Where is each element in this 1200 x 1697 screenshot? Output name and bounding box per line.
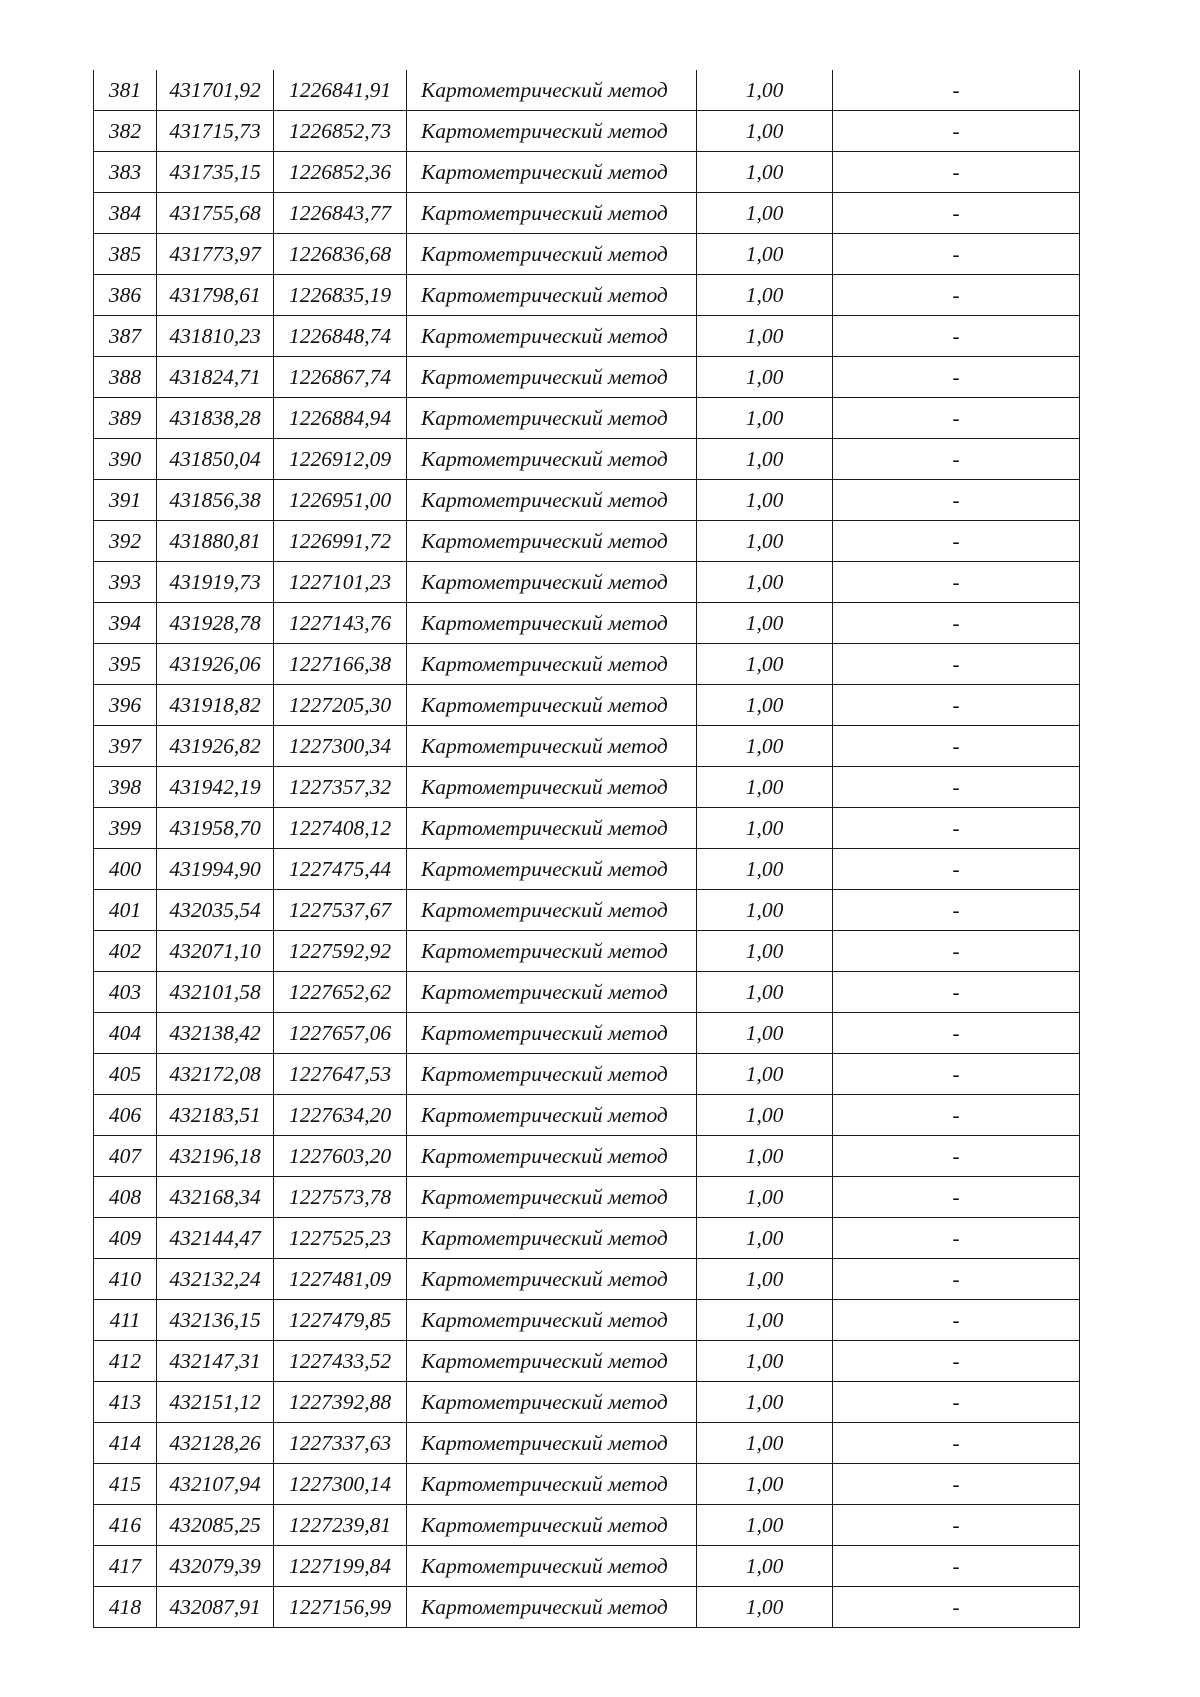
point-number-cell: 387: [94, 316, 157, 357]
point-number-cell: 418: [94, 1587, 157, 1628]
coordinate-y-cell: 1227652,62: [274, 972, 407, 1013]
point-number-cell: 412: [94, 1341, 157, 1382]
coordinate-y-cell: 1227408,12: [274, 808, 407, 849]
coordinate-y-cell: 1227525,23: [274, 1218, 407, 1259]
table-row: [94, 1505, 1080, 1546]
description-cell: -: [833, 1382, 1080, 1423]
table-row: [94, 234, 1080, 275]
coordinates-table: [93, 70, 1080, 1628]
method-cell: Картометрический метод: [407, 275, 697, 316]
coordinate-x-cell: 432151,12: [157, 1382, 274, 1423]
coordinate-y-cell: 1227657,06: [274, 1013, 407, 1054]
method-cell: Картометрический метод: [407, 1177, 697, 1218]
description-cell: -: [833, 1341, 1080, 1382]
method-cell: Картометрический метод: [407, 849, 697, 890]
table-row: [94, 1054, 1080, 1095]
coordinate-x-cell: 432172,08: [157, 1054, 274, 1095]
method-cell: Картометрический метод: [407, 1218, 697, 1259]
description-cell: -: [833, 1546, 1080, 1587]
point-number-cell: 401: [94, 890, 157, 931]
description-cell: -: [833, 1095, 1080, 1136]
method-cell: Картометрический метод: [407, 1013, 697, 1054]
coordinate-y-cell: 1227357,32: [274, 767, 407, 808]
accuracy-cell: 1,00: [697, 603, 833, 644]
table-row: [94, 767, 1080, 808]
coordinate-y-cell: 1226841,91: [274, 70, 407, 111]
coordinate-x-cell: 432035,54: [157, 890, 274, 931]
coordinate-x-cell: 431850,04: [157, 439, 274, 480]
coordinate-x-cell: 432085,25: [157, 1505, 274, 1546]
point-number-cell: 382: [94, 111, 157, 152]
description-cell: -: [833, 521, 1080, 562]
table-row: [94, 562, 1080, 603]
accuracy-cell: 1,00: [697, 1136, 833, 1177]
coordinates-table-body: [94, 70, 1080, 1628]
point-number-cell: 388: [94, 357, 157, 398]
coordinate-y-cell: 1227592,92: [274, 931, 407, 972]
method-cell: Картометрический метод: [407, 726, 697, 767]
coordinate-y-cell: 1226991,72: [274, 521, 407, 562]
method-cell: Картометрический метод: [407, 562, 697, 603]
description-cell: -: [833, 890, 1080, 931]
coordinate-x-cell: 431928,78: [157, 603, 274, 644]
description-cell: -: [833, 1423, 1080, 1464]
description-cell: -: [833, 972, 1080, 1013]
coordinate-y-cell: 1227101,23: [274, 562, 407, 603]
coordinate-y-cell: 1227300,14: [274, 1464, 407, 1505]
table-row: [94, 1177, 1080, 1218]
description-cell: -: [833, 316, 1080, 357]
coordinate-x-cell: 431926,82: [157, 726, 274, 767]
table-row: [94, 685, 1080, 726]
table-row: [94, 644, 1080, 685]
coordinate-y-cell: 1226912,09: [274, 439, 407, 480]
method-cell: Картометрический метод: [407, 1054, 697, 1095]
method-cell: Картометрический метод: [407, 357, 697, 398]
description-cell: -: [833, 234, 1080, 275]
accuracy-cell: 1,00: [697, 357, 833, 398]
method-cell: Картометрический метод: [407, 931, 697, 972]
coordinate-y-cell: 1226848,74: [274, 316, 407, 357]
point-number-cell: 399: [94, 808, 157, 849]
method-cell: Картометрический метод: [407, 644, 697, 685]
description-cell: -: [833, 1136, 1080, 1177]
point-number-cell: 384: [94, 193, 157, 234]
coordinate-x-cell: 431942,19: [157, 767, 274, 808]
accuracy-cell: 1,00: [697, 1587, 833, 1628]
table-row: [94, 152, 1080, 193]
coordinate-x-cell: 431798,61: [157, 275, 274, 316]
table-row: [94, 111, 1080, 152]
coordinate-x-cell: 431918,82: [157, 685, 274, 726]
coordinate-y-cell: 1227205,30: [274, 685, 407, 726]
table-row: [94, 275, 1080, 316]
accuracy-cell: 1,00: [697, 1341, 833, 1382]
accuracy-cell: 1,00: [697, 1300, 833, 1341]
coordinate-y-cell: 1227300,34: [274, 726, 407, 767]
coordinate-x-cell: 431926,06: [157, 644, 274, 685]
accuracy-cell: 1,00: [697, 398, 833, 439]
table-row: [94, 521, 1080, 562]
point-number-cell: 385: [94, 234, 157, 275]
coordinate-y-cell: 1227166,38: [274, 644, 407, 685]
description-cell: -: [833, 70, 1080, 111]
table-row: [94, 357, 1080, 398]
method-cell: Картометрический метод: [407, 398, 697, 439]
point-number-cell: 402: [94, 931, 157, 972]
coordinate-y-cell: 1227481,09: [274, 1259, 407, 1300]
accuracy-cell: 1,00: [697, 1013, 833, 1054]
table-row: [94, 972, 1080, 1013]
method-cell: Картометрический метод: [407, 685, 697, 726]
accuracy-cell: 1,00: [697, 1095, 833, 1136]
description-cell: -: [833, 685, 1080, 726]
point-number-cell: 416: [94, 1505, 157, 1546]
accuracy-cell: 1,00: [697, 1259, 833, 1300]
coordinate-x-cell: 431838,28: [157, 398, 274, 439]
description-cell: -: [833, 1300, 1080, 1341]
point-number-cell: 414: [94, 1423, 157, 1464]
table-row: [94, 1423, 1080, 1464]
point-number-cell: 417: [94, 1546, 157, 1587]
coordinate-x-cell: 431958,70: [157, 808, 274, 849]
point-number-cell: 407: [94, 1136, 157, 1177]
point-number-cell: 397: [94, 726, 157, 767]
description-cell: -: [833, 767, 1080, 808]
coordinate-y-cell: 1226852,36: [274, 152, 407, 193]
method-cell: Картометрический метод: [407, 808, 697, 849]
point-number-cell: 403: [94, 972, 157, 1013]
coordinate-y-cell: 1227634,20: [274, 1095, 407, 1136]
table-row: [94, 890, 1080, 931]
coordinate-y-cell: 1227537,67: [274, 890, 407, 931]
accuracy-cell: 1,00: [697, 1423, 833, 1464]
accuracy-cell: 1,00: [697, 726, 833, 767]
accuracy-cell: 1,00: [697, 890, 833, 931]
accuracy-cell: 1,00: [697, 1218, 833, 1259]
method-cell: Картометрический метод: [407, 1505, 697, 1546]
coordinate-x-cell: 432183,51: [157, 1095, 274, 1136]
description-cell: -: [833, 439, 1080, 480]
point-number-cell: 389: [94, 398, 157, 439]
table-row: [94, 849, 1080, 890]
method-cell: Картометрический метод: [407, 439, 697, 480]
method-cell: Картометрический метод: [407, 193, 697, 234]
point-number-cell: 390: [94, 439, 157, 480]
table-row: [94, 603, 1080, 644]
coordinate-x-cell: 432132,24: [157, 1259, 274, 1300]
coordinate-x-cell: 432147,31: [157, 1341, 274, 1382]
description-cell: -: [833, 562, 1080, 603]
coordinate-x-cell: 431715,73: [157, 111, 274, 152]
coordinate-y-cell: 1227156,99: [274, 1587, 407, 1628]
coordinate-y-cell: 1226843,77: [274, 193, 407, 234]
coordinate-x-cell: 431880,81: [157, 521, 274, 562]
coordinate-x-cell: 431824,71: [157, 357, 274, 398]
table-row: [94, 1218, 1080, 1259]
point-number-cell: 415: [94, 1464, 157, 1505]
table-row: [94, 316, 1080, 357]
method-cell: Картометрический метод: [407, 1546, 697, 1587]
table-row: [94, 931, 1080, 972]
accuracy-cell: 1,00: [697, 152, 833, 193]
coordinate-y-cell: 1227479,85: [274, 1300, 407, 1341]
method-cell: Картометрический метод: [407, 767, 697, 808]
point-number-cell: 405: [94, 1054, 157, 1095]
coordinate-y-cell: 1226867,74: [274, 357, 407, 398]
coordinate-y-cell: 1227573,78: [274, 1177, 407, 1218]
coordinate-y-cell: 1227392,88: [274, 1382, 407, 1423]
point-number-cell: 408: [94, 1177, 157, 1218]
accuracy-cell: 1,00: [697, 1505, 833, 1546]
accuracy-cell: 1,00: [697, 849, 833, 890]
coordinate-x-cell: 431856,38: [157, 480, 274, 521]
table-row: [94, 193, 1080, 234]
coordinate-x-cell: 432087,91: [157, 1587, 274, 1628]
method-cell: Картометрический метод: [407, 1259, 697, 1300]
method-cell: Картометрический метод: [407, 1095, 697, 1136]
point-number-cell: 396: [94, 685, 157, 726]
point-number-cell: 398: [94, 767, 157, 808]
accuracy-cell: 1,00: [697, 275, 833, 316]
point-number-cell: 410: [94, 1259, 157, 1300]
point-number-cell: 411: [94, 1300, 157, 1341]
coordinate-x-cell: 431755,68: [157, 193, 274, 234]
table-row: [94, 1095, 1080, 1136]
description-cell: -: [833, 808, 1080, 849]
coordinate-x-cell: 431735,15: [157, 152, 274, 193]
coordinate-y-cell: 1226836,68: [274, 234, 407, 275]
description-cell: -: [833, 193, 1080, 234]
method-cell: Картометрический метод: [407, 1423, 697, 1464]
method-cell: Картометрический метод: [407, 316, 697, 357]
method-cell: Картометрический метод: [407, 1341, 697, 1382]
method-cell: Картометрический метод: [407, 1300, 697, 1341]
table-row: [94, 1546, 1080, 1587]
point-number-cell: 383: [94, 152, 157, 193]
point-number-cell: 400: [94, 849, 157, 890]
coordinate-y-cell: 1226835,19: [274, 275, 407, 316]
description-cell: -: [833, 357, 1080, 398]
point-number-cell: 409: [94, 1218, 157, 1259]
coordinate-y-cell: 1226852,73: [274, 111, 407, 152]
description-cell: -: [833, 1505, 1080, 1546]
method-cell: Картометрический метод: [407, 234, 697, 275]
description-cell: -: [833, 1013, 1080, 1054]
description-cell: -: [833, 398, 1080, 439]
accuracy-cell: 1,00: [697, 1054, 833, 1095]
accuracy-cell: 1,00: [697, 1546, 833, 1587]
accuracy-cell: 1,00: [697, 480, 833, 521]
accuracy-cell: 1,00: [697, 931, 833, 972]
coordinate-x-cell: 432079,39: [157, 1546, 274, 1587]
accuracy-cell: 1,00: [697, 193, 833, 234]
coordinate-x-cell: 432196,18: [157, 1136, 274, 1177]
coordinate-x-cell: 431994,90: [157, 849, 274, 890]
coordinate-y-cell: 1226951,00: [274, 480, 407, 521]
method-cell: Картометрический метод: [407, 1587, 697, 1628]
method-cell: Картометрический метод: [407, 480, 697, 521]
description-cell: -: [833, 152, 1080, 193]
description-cell: -: [833, 1177, 1080, 1218]
coordinate-x-cell: 432136,15: [157, 1300, 274, 1341]
description-cell: -: [833, 1054, 1080, 1095]
accuracy-cell: 1,00: [697, 439, 833, 480]
point-number-cell: 404: [94, 1013, 157, 1054]
coordinate-y-cell: 1227143,76: [274, 603, 407, 644]
point-number-cell: 393: [94, 562, 157, 603]
coordinate-y-cell: 1227239,81: [274, 1505, 407, 1546]
accuracy-cell: 1,00: [697, 972, 833, 1013]
table-row: [94, 1013, 1080, 1054]
coordinate-y-cell: 1227337,63: [274, 1423, 407, 1464]
description-cell: -: [833, 644, 1080, 685]
coordinate-y-cell: 1227647,53: [274, 1054, 407, 1095]
table-row: [94, 70, 1080, 111]
accuracy-cell: 1,00: [697, 521, 833, 562]
coordinate-x-cell: 431773,97: [157, 234, 274, 275]
coordinate-x-cell: 432138,42: [157, 1013, 274, 1054]
coordinate-x-cell: 432168,34: [157, 1177, 274, 1218]
table-row: [94, 439, 1080, 480]
coordinate-x-cell: 431810,23: [157, 316, 274, 357]
table-row: [94, 1587, 1080, 1628]
description-cell: -: [833, 603, 1080, 644]
coordinate-x-cell: 432107,94: [157, 1464, 274, 1505]
point-number-cell: 413: [94, 1382, 157, 1423]
method-cell: Картометрический метод: [407, 1464, 697, 1505]
coordinate-x-cell: 432101,58: [157, 972, 274, 1013]
table-row: [94, 480, 1080, 521]
point-number-cell: 391: [94, 480, 157, 521]
description-cell: -: [833, 726, 1080, 767]
accuracy-cell: 1,00: [697, 685, 833, 726]
point-number-cell: 394: [94, 603, 157, 644]
table-row: [94, 1259, 1080, 1300]
accuracy-cell: 1,00: [697, 111, 833, 152]
accuracy-cell: 1,00: [697, 1177, 833, 1218]
coordinate-y-cell: 1227475,44: [274, 849, 407, 890]
accuracy-cell: 1,00: [697, 808, 833, 849]
description-cell: -: [833, 275, 1080, 316]
coordinate-x-cell: 432144,47: [157, 1218, 274, 1259]
description-cell: -: [833, 1218, 1080, 1259]
description-cell: -: [833, 849, 1080, 890]
accuracy-cell: 1,00: [697, 1464, 833, 1505]
accuracy-cell: 1,00: [697, 316, 833, 357]
description-cell: -: [833, 931, 1080, 972]
table-row: [94, 1136, 1080, 1177]
accuracy-cell: 1,00: [697, 767, 833, 808]
method-cell: Картометрический метод: [407, 70, 697, 111]
table-row: [94, 398, 1080, 439]
point-number-cell: 381: [94, 70, 157, 111]
description-cell: -: [833, 480, 1080, 521]
coordinate-x-cell: 431919,73: [157, 562, 274, 603]
point-number-cell: 395: [94, 644, 157, 685]
point-number-cell: 392: [94, 521, 157, 562]
coordinate-x-cell: 432128,26: [157, 1423, 274, 1464]
table-row: [94, 726, 1080, 767]
table-row: [94, 808, 1080, 849]
accuracy-cell: 1,00: [697, 644, 833, 685]
method-cell: Картометрический метод: [407, 521, 697, 562]
coordinate-x-cell: 432071,10: [157, 931, 274, 972]
table-row: [94, 1464, 1080, 1505]
accuracy-cell: 1,00: [697, 70, 833, 111]
table-row: [94, 1300, 1080, 1341]
method-cell: Картометрический метод: [407, 152, 697, 193]
description-cell: -: [833, 1587, 1080, 1628]
point-number-cell: 406: [94, 1095, 157, 1136]
method-cell: Картометрический метод: [407, 890, 697, 931]
description-cell: -: [833, 1464, 1080, 1505]
coordinate-y-cell: 1227433,52: [274, 1341, 407, 1382]
method-cell: Картометрический метод: [407, 1382, 697, 1423]
description-cell: -: [833, 1259, 1080, 1300]
method-cell: Картометрический метод: [407, 603, 697, 644]
table-row: [94, 1382, 1080, 1423]
coordinate-y-cell: 1227199,84: [274, 1546, 407, 1587]
point-number-cell: 386: [94, 275, 157, 316]
method-cell: Картометрический метод: [407, 972, 697, 1013]
method-cell: Картометрический метод: [407, 1136, 697, 1177]
coordinate-y-cell: 1226884,94: [274, 398, 407, 439]
coordinate-x-cell: 431701,92: [157, 70, 274, 111]
accuracy-cell: 1,00: [697, 1382, 833, 1423]
description-cell: -: [833, 111, 1080, 152]
accuracy-cell: 1,00: [697, 234, 833, 275]
coordinate-y-cell: 1227603,20: [274, 1136, 407, 1177]
table-row: [94, 1341, 1080, 1382]
accuracy-cell: 1,00: [697, 562, 833, 603]
method-cell: Картометрический метод: [407, 111, 697, 152]
